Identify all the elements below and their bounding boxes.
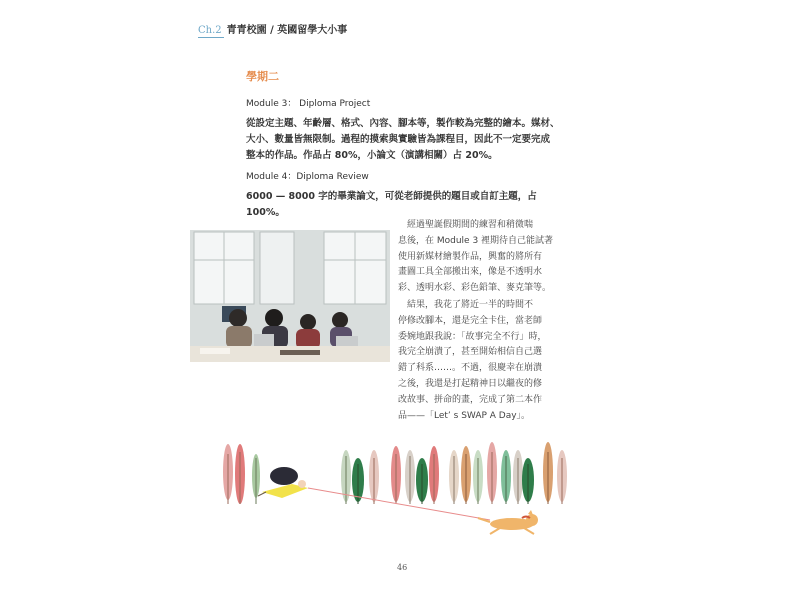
side-line: 息後，在 Module 3 裡期待自己能試著 [398, 235, 554, 246]
module3-description [246, 116, 568, 164]
section-title: 學期二 [246, 70, 279, 83]
side-line: 委婉地跟我說：「故事完全不行」時， [398, 331, 547, 342]
page-number: 46 [397, 563, 408, 572]
side-line: 畫圖工具全部搬出來，像是不透明水 [398, 267, 543, 278]
side-line: 經過聖誕假期間的練習和稍微喘 [398, 220, 534, 230]
side-line: 我完全崩潰了，甚至開始相信自己選 [398, 347, 543, 358]
side-line: 品——「Let’ s SWAP A Day」。 [398, 410, 531, 421]
book-title: 青青校園 / 英國留學大小事 [226, 25, 348, 36]
side-paragraph-2 [398, 298, 570, 424]
module3-line: 大小、數量皆無限制。過程的摸索與實驗皆為課程目，因此不一定要完成 [246, 134, 551, 145]
side-line: 彩、透明水彩、彩色鉛筆、麥克筆等。 [398, 283, 552, 294]
side-line: 之後，我還是打起精神日以繼夜的修 [398, 378, 543, 389]
module3-line: 從設定主題、年齡層、格式、內容、腳本等，製作較為完整的繪本。媒材、 [246, 118, 560, 129]
module4-description: 6000 — 8000 字的畢業論文，可從老師提供的題目或自訂主題，占 100%。 [246, 191, 537, 218]
running-header [198, 21, 347, 38]
side-line: 錯了科系……。不過，很慶幸在崩潰 [398, 363, 543, 374]
module4-label: Module 4：Diploma Review [246, 172, 369, 182]
side-line: 結果，我花了將近一半的時間不 [398, 300, 534, 310]
module3-label: Module 3： Diploma Project [246, 99, 371, 109]
cat-figure [478, 510, 538, 534]
chapter-label: Ch.2 [198, 25, 222, 36]
side-line: 使用新媒材繪製作品，興奮的將所有 [398, 251, 543, 262]
side-paragraph-1 [398, 218, 570, 297]
side-line: 改故事、拼命的畫，完成了第二本作 [398, 394, 543, 405]
side-line: 停修改腳本，還是完全卡住，當老師 [398, 315, 543, 326]
forest-illustration [222, 436, 570, 544]
module3-line: 整本的作品。作品占 80%，小論文（演講相關）占 20%。 [246, 150, 498, 161]
girl-figure [258, 467, 308, 498]
classroom-photo [190, 230, 390, 362]
